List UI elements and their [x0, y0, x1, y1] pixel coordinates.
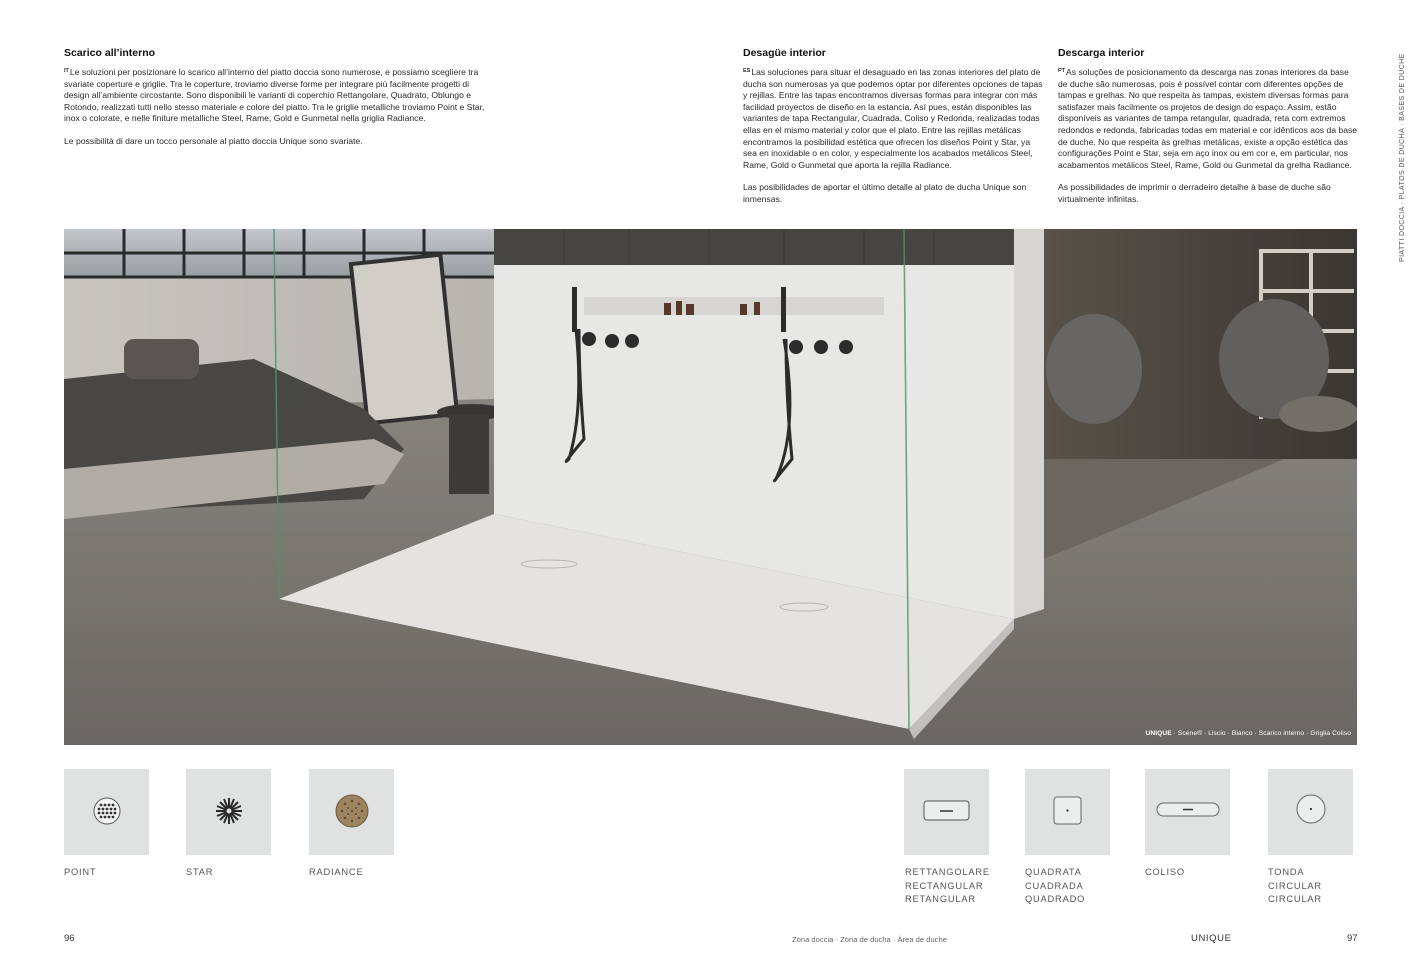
- italian-lang-tag: IT: [64, 68, 69, 74]
- round-cover-icon: [1268, 769, 1353, 855]
- portuguese-paragraph-2: As possibilidades de imprimir o derradeiro detalhe à base de duche são virtualmente infinitas.: [1058, 182, 1331, 204]
- radiance-grate-icon: [309, 769, 394, 855]
- shower-scene-photo: [64, 229, 1357, 745]
- page-number-left: 96: [64, 933, 75, 944]
- point-grate-icon: [64, 769, 149, 855]
- square-cover-icon: [1025, 769, 1110, 855]
- rectangular-cover-label: RETTANGOLARE RECTANGULAR RETANGULAR: [905, 867, 990, 904]
- star-grate-thumbnail: [186, 769, 271, 855]
- coliso-cover-thumbnail: [1145, 769, 1230, 855]
- round-cover-thumbnail: [1268, 769, 1353, 855]
- radiance-grate-label: RADIANCE: [309, 867, 364, 877]
- italian-text-column: [64, 47, 496, 159]
- point-grate-thumbnail: [64, 769, 149, 855]
- italian-paragraph-2: Le possibilità di dare un tocco personale al piatto doccia Unique sono svariate.: [64, 135, 363, 146]
- spanish-paragraph-2: Las posibilidades de aportar el último detalle al plato de ducha Unique son inmensas.: [743, 182, 1027, 204]
- star-grate-label: STAR: [186, 867, 214, 877]
- point-grate-label: POINT: [64, 867, 97, 877]
- portuguese-lang-tag: PT: [1058, 68, 1066, 74]
- coliso-cover-label: COLISO: [1145, 867, 1185, 877]
- square-cover-thumbnail: [1025, 769, 1110, 855]
- square-cover-label: QUADRATA CUADRADA QUADRADO: [1025, 867, 1086, 904]
- spanish-heading: Desagüe interior: [743, 47, 826, 59]
- portuguese-heading: Descarga interior: [1058, 47, 1145, 59]
- section-footer-label: Zona doccia · Zona de ducha · Área de duche: [792, 935, 947, 944]
- caption-details: · Scene® · Liscio · Bianco · Scarico interno · Griglia Coliso: [1171, 730, 1351, 737]
- photo-caption: [1145, 730, 1351, 737]
- caption-brand: UNIQUE: [1145, 730, 1172, 737]
- spanish-lang-tag: ES: [743, 68, 751, 74]
- brand-footer-label: UNIQUE: [1191, 933, 1232, 944]
- italian-heading: Scarico all’interno: [64, 47, 156, 59]
- portuguese-text-column: [1058, 47, 1358, 217]
- italian-paragraph-1: $^{IT}$Le soluzioni per posizionare lo scarico all’interno del piatto doccia sono numerose, e possiamo scegliere tra svariate coperture e griglie. Tra le coperture, troviamo diverse forme per integrare più facilmente progetti di design all’ambiente circostante. Sono disponibili le varianti di coperchio Rettangolare, Quadrato, Oblungo e Rotondo, realizzati tutti nello stesso materiale e colore del piatto. Tra le griglie metalliche troviamo Point e Star, inox o colorate, e nelle finiture metalliche Steel, Rame, Gold e Gunmetal nella griglia Radiance.: [64, 67, 485, 124]
- spanish-paragraph-1: $^{ES}$Las soluciones para situar el desaguado en las zonas interiores del plato de ducha son numerosas ya que podemos optar por diferentes opciones de tapas y rejillas. Entre las tapas encontramos diversas formas para integrar con más facilidad proyectos de diseño en la estancia. Así pues, están disponibles las variantes de tapa Rectangular, Cuadrada, Coliso y Redonda, realizadas todas ellas en el mismo material y color que el plato. Entre las rejillas metálicas encontramos la posibilidad estética que ofrecen los diseños Point y Star, ya sea en inoxidable o en color, y especialmente los acabados metálicos Steel, Rame, Gold o Gunmetal que aporta la rejilla Radiance.: [743, 67, 1043, 170]
- coliso-cover-icon: [1145, 769, 1230, 855]
- rectangular-cover-thumbnail: [904, 769, 989, 855]
- portuguese-paragraph-1: $^{PT}$As soluções de posicionamento da descarga nas zonas interiores da base de duche são numerosas, pois é possível contar com diferentes opções de tampas e grelhas. No que respeita às tampas, existem diversas formas para satisfazer mais facilmente os projetos de design do espaço. Assim, estão disponíveis as variantes de tampa retangular, quadrada, reta com extremos redondos e redonda, fabricadas todas em material e cor idênticos aos da base de duche. No que respeita às grelhas metálicas, existe a opção estética das configurações Point e Star, seja em aço inox ou em cor e, em particular, nos acabamentos metálicos Steel, Rame, Gold ou Gunmetal da grelha Radiance.: [1058, 67, 1358, 170]
- star-grate-icon: [186, 769, 271, 855]
- rectangular-cover-icon: [904, 769, 989, 855]
- radiance-grate-thumbnail: [309, 769, 394, 855]
- spanish-text-column: [743, 47, 1045, 217]
- page-number-right: 97: [1347, 933, 1358, 944]
- round-cover-label: TONDA CIRCULAR CIRCULAR: [1268, 867, 1322, 904]
